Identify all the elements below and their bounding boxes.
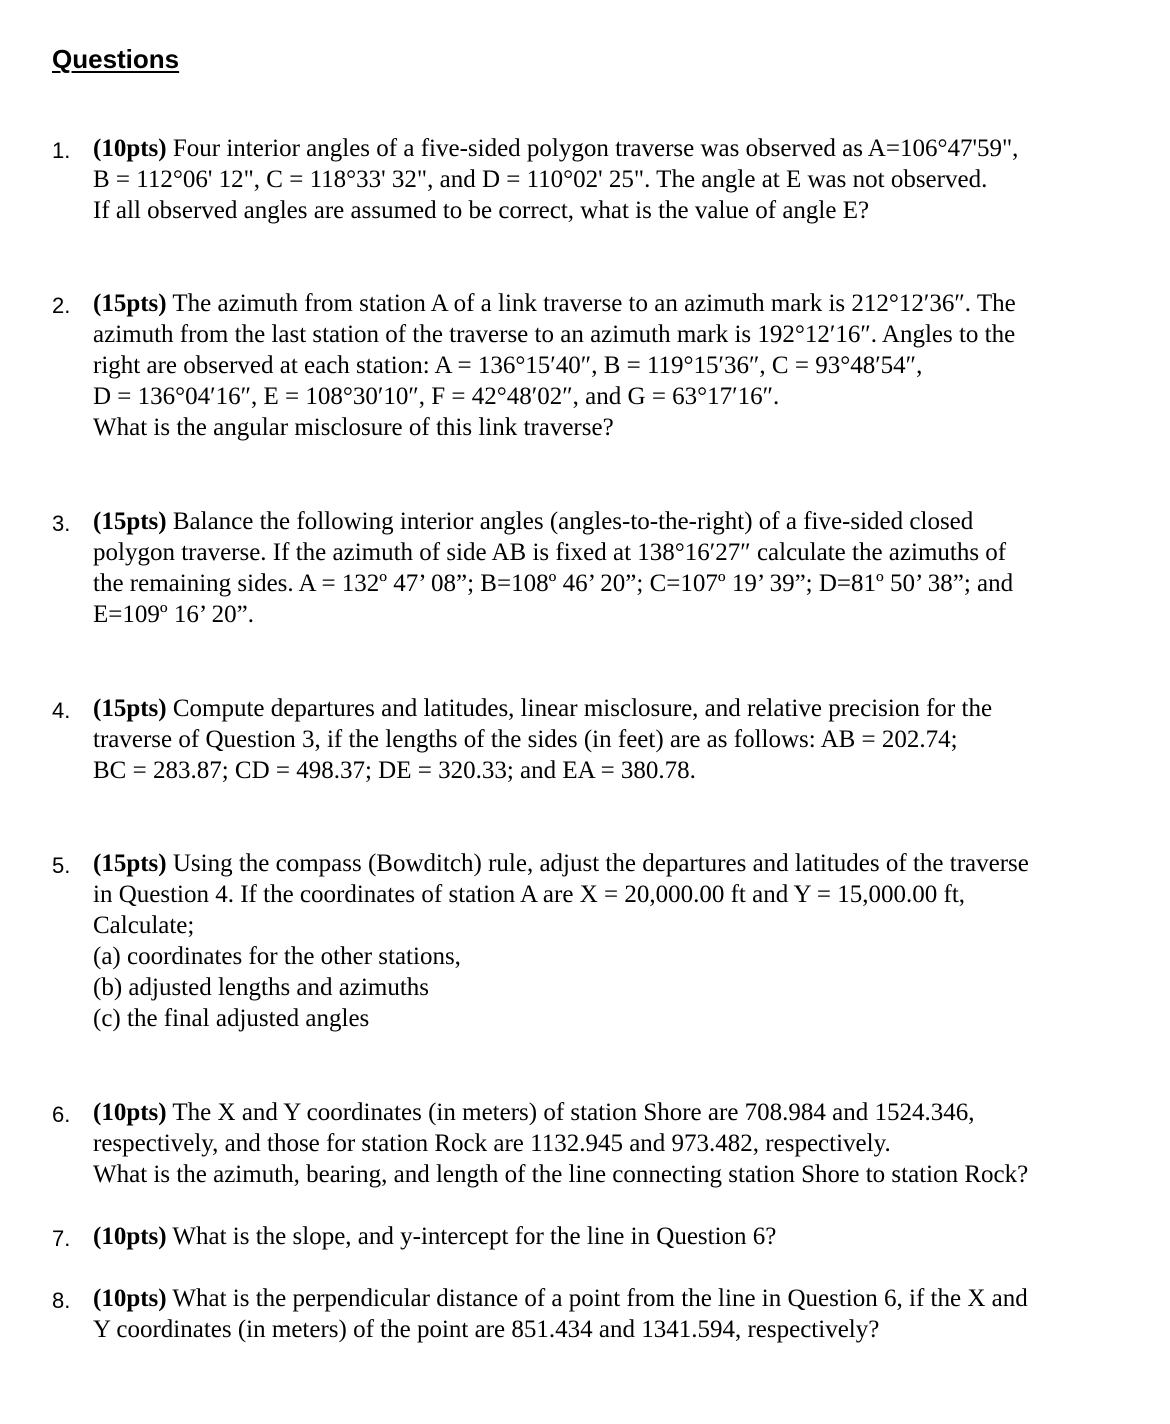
question-line: B = 112°06' 12", C = 118°33' 32", and D = 110°02' 25". The angle at E was not observed. xyxy=(93,166,988,193)
question-text xyxy=(93,848,1123,1034)
question-number: 3. xyxy=(52,511,71,536)
question-line: (a) coordinates for the other stations, xyxy=(93,943,461,970)
points-label: (10pts) xyxy=(93,1285,167,1312)
question-text xyxy=(93,133,1123,226)
question-number: 2. xyxy=(52,293,71,318)
question-number: 7. xyxy=(52,1226,71,1251)
question-line: The azimuth from station A of a link traverse to an azimuth mark is 212°12′36″. The xyxy=(166,290,1016,317)
question-line: What is the azimuth, bearing, and length of the line connecting station Shore to station Rock? xyxy=(93,1161,1029,1188)
question-text xyxy=(93,1221,1123,1252)
question-line: BC = 283.87; CD = 498.37; DE = 320.33; and EA = 380.78. xyxy=(93,757,696,784)
question-line: (c) the final adjusted angles xyxy=(93,1005,370,1032)
question-line: respectively, and those for station Rock are 1132.945 and 973.482, respectively. xyxy=(93,1130,891,1157)
question-line: Balance the following interior angles (angles-to-the-right) of a five-sided closed xyxy=(166,508,974,535)
question-text xyxy=(93,288,1123,443)
question-line: If all observed angles are assumed to be correct, what is the value of angle E? xyxy=(93,197,870,224)
question-number: 1. xyxy=(52,138,71,163)
question-line: polygon traverse. If the azimuth of side AB is fixed at 138°16′27″ calculate the azimuths of xyxy=(93,539,1007,566)
points-label: (15pts) xyxy=(93,508,167,535)
question-line: right are observed at each station: A = 136°15′40″, B = 119°15′36″, C = 93°48′54″, xyxy=(93,352,923,379)
question-line: The X and Y coordinates (in meters) of station Shore are 708.984 and 1524.346, xyxy=(166,1099,975,1126)
question-line: Four interior angles of a five-sided polygon traverse was observed as A=106°47'59", xyxy=(166,135,1019,162)
question-line: Compute departures and latitudes, linear misclosure, and relative precision for the xyxy=(166,695,993,722)
question-text xyxy=(93,1097,1123,1190)
question-line: in Question 4. If the coordinates of station A are X = 20,000.00 ft and Y = 15,000.00 ft, xyxy=(93,881,966,908)
question-line: D = 136°04′16″, E = 108°30′10″, F = 42°48′02″, and G = 63°17′16″. xyxy=(93,383,780,410)
question-line: azimuth from the last station of the traverse to an azimuth mark is 192°12′16″. Angles to the xyxy=(93,321,1016,348)
page-title: Questions xyxy=(52,44,180,74)
question-line: What is the slope, and y-intercept for the line in Question 6? xyxy=(166,1223,777,1250)
question-number: 5. xyxy=(52,853,71,878)
points-label: (15pts) xyxy=(93,695,167,722)
question-line: Y coordinates (in meters) of the point are 851.434 and 1341.594, respectively? xyxy=(93,1316,880,1343)
points-label: (10pts) xyxy=(93,135,167,162)
points-label: (10pts) xyxy=(93,1223,167,1250)
question-line: traverse of Question 3, if the lengths of the sides (in feet) are as follows: AB = 202.74; xyxy=(93,726,958,753)
points-label: (10pts) xyxy=(93,1099,167,1126)
points-label: (15pts) xyxy=(93,290,167,317)
question-line: Calculate; xyxy=(93,912,195,939)
question-line: (b) adjusted lengths and azimuths xyxy=(93,974,430,1001)
question-text xyxy=(93,693,1123,786)
question-text xyxy=(93,1283,1123,1345)
question-line: What is the perpendicular distance of a point from the line in Question 6, if the X and xyxy=(166,1285,1028,1312)
question-text xyxy=(93,506,1123,630)
question-line: Using the compass (Bowditch) rule, adjust the departures and latitudes of the traverse xyxy=(166,850,1029,877)
question-number: 8. xyxy=(52,1288,71,1313)
points-label: (15pts) xyxy=(93,850,167,877)
question-line: What is the angular misclosure of this link traverse? xyxy=(93,414,614,441)
question-number: 6. xyxy=(52,1102,71,1127)
question-line: the remaining sides. A = 132º 47’ 08”; B=108º 46’ 20”; C=107º 19’ 39”; D=81º 50’ 38”; and xyxy=(93,570,1014,597)
question-number: 4. xyxy=(52,698,71,723)
question-line: E=109º 16’ 20”. xyxy=(93,601,254,628)
